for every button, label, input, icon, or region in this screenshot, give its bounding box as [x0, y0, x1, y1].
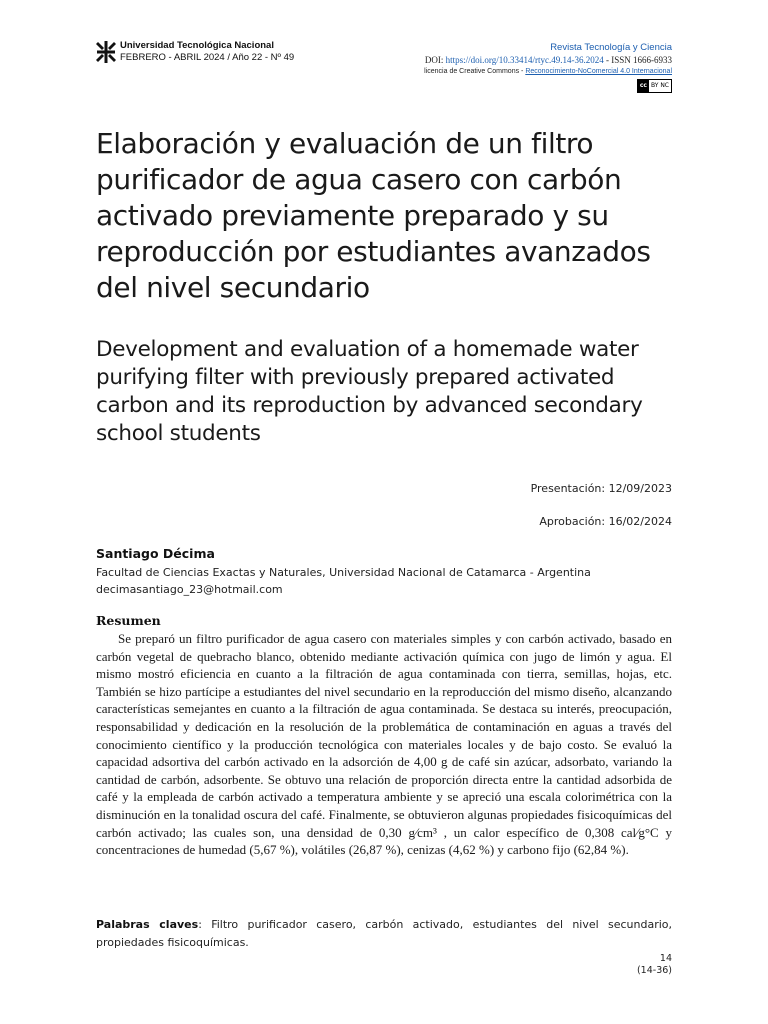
utn-logo-icon: [96, 40, 116, 64]
university-header: [96, 40, 294, 64]
abstract-heading: Resumen: [96, 613, 161, 628]
keywords-text: : Filtro purificador casero, carbón activado, estudiantes del nivel secundario, propiedades fisicoquímicas.: [96, 918, 673, 949]
cc-badge-right: BY NC: [649, 80, 671, 92]
license-link[interactable]: Reconocimiento-NoComercial 4.0 Internacional: [525, 68, 672, 75]
title-english: Development and evaluation of a homemade water purifying filter with previously prepared activated carbon and its reproduction by advanced secondary school students: [96, 337, 643, 446]
approval-date: Aprobación: 16/02/2024: [539, 515, 672, 528]
keywords: [96, 916, 672, 952]
journal-header: [424, 42, 672, 93]
keywords-label: Palabras claves: [96, 918, 199, 931]
author-email: decimasantiago_23@hotmail.com: [96, 583, 283, 596]
page-number: [637, 953, 672, 977]
abstract-text: Se preparó un filtro purificador de agua casero con materiales simples y con carbón activado, basado en carbón vegetal de quebracho blanco, obtenido mediante activación química con jugo de limón y agua. El mismo mostró eficiencia en cuanto a la filtración de agua contaminada con tierra, semillas, hojas, etc. También se hizo partícipe a estudiantes del nivel secundario en la reproducción del mismo diseño, alcanzando características semejantes en cuanto a la filtración de agua contaminada. Se destaca su interés, preocupación, responsabilidad y dedicación en la resolución de la problemática de contaminación en aguas a través del conocimiento científico y la producción tecnológica con materiales locales y de bajo costo. Se evaluó la capacidad adsortiva del carbón activado en la adsorción de 4,00 g de café sin azúcar, adsorbato, variando la cantidad de carbón, adsorbente. Se obtuvo una relación de proporción directa entre la cantidad adsorbida de café y la empleada de carbón activado a temperatura ambiente y se apreció una escala colorimétrica con la disminución en la tonalidad oscura del café. Finalmente, se obtuvieron algunas propiedades fisicoquímicas del carbón activado; las cuales son, una densidad de 0,30 g⁄cm³ , un calor específico de 0,308 cal⁄g°C y concentraciones de humedad (5,67 %), volátiles (26,87 %), cenizas (4,62 %) y carbono fijo (62,84 %).: [96, 631, 672, 858]
university-name: Universidad Tecnológica Nacional: [120, 40, 274, 51]
license-prefix: licencia de Creative Commons -: [424, 68, 526, 75]
page-number-value: 14: [659, 953, 672, 964]
journal-name: Revista Tecnología y Ciencia: [550, 42, 672, 53]
submission-date: Presentación: 12/09/2023: [530, 482, 672, 495]
cc-badge-left: cc: [638, 80, 649, 92]
creative-commons-badge-icon: [637, 79, 672, 93]
author-affiliation: Facultad de Ciencias Exactas y Naturales, Universidad Nacional de Catamarca - Argentina: [96, 566, 591, 579]
issue-info: FEBRERO - ABRIL 2024 / Año 22 - Nº 49: [120, 52, 295, 63]
issn: - ISSN 1666-6933: [603, 55, 672, 65]
title-spanish: Elaboración y evaluación de un filtro purificador de agua casero con carbón activado previamente preparado y su reproducción por estudiantes avanzados del nivel secundario: [96, 127, 651, 304]
doi-line: [424, 54, 672, 66]
page-range: (14-36): [636, 965, 672, 976]
author-name: Santiago Décima: [96, 546, 215, 561]
doi-link[interactable]: https://doi.org/10.33414/rtyc.49.14-36.2024: [445, 55, 604, 65]
doi-label: DOI:: [424, 55, 446, 65]
license-line: [424, 66, 672, 77]
